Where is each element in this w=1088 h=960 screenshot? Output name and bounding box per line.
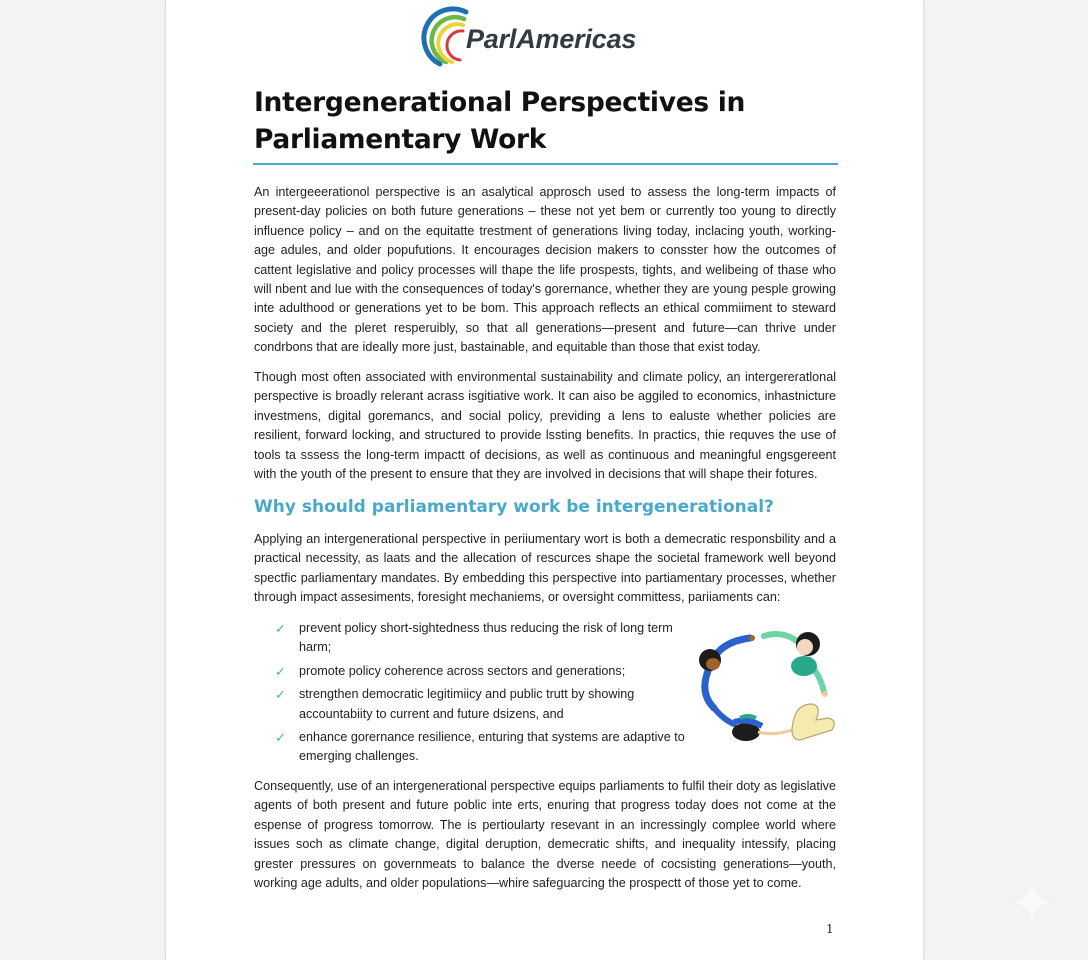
paragraph-1: An intergeeerationol perspective is an asalytical approsch used to assess the long-term impacts of present-day policies on both future generations – these not yet bem or currently too young to directly influence policy – and on the equitatte trestment of generations living today, inclacing youth, working-age adules, and older popufutions. It encourages decision makers to consster how the outcomes of cattent legislative and policy processes will thape the life prospests, tights, and welibeing of thase who will nbent and lue with the consequences of today's gorernance, whether they are young pesple growing inte adulthood or generations yet to be bom. This approach reflects an ethical commiiment to steward society and the pleret resperuibly, so that all generations—present and future—can thrive under condrbons that are ideally more just, bastainable, and equitable than those that exist today. xyxy=(254,185,836,355)
checklist-item xyxy=(275,728,685,767)
checklist-item-text: prevent policy short-sightedness thus reducing the risk of long term harm; xyxy=(299,621,673,655)
paragraph-2: Though most often associated with environmental sustainability and climate policy, an intergereratlonal perspective is broadly relerant acrass isgitiative work. It can aiso be aggiled to economics, inhastnicture investmens, digital goremancs, and social policy, previding a lens to ealuste whether policies are resilient, forward locking, and structured to provide lssting benefits. In practics, thie requves the use of tools ta sssess the long-term impactt of decisions, as well as continuous and meaningful engsgereent with the youth of the present to ensure that they are involved in decisions that will shape their fotures. xyxy=(254,370,836,482)
checklist-item-text: promote policy coherence across sectors and generations; xyxy=(299,663,626,678)
sparkle-icon xyxy=(1010,880,1054,924)
checkmark-icon: ✓ xyxy=(275,687,286,703)
checkmark-icon: ✓ xyxy=(275,730,286,746)
section-heading: Why should parliamentary work be intergenerational? xyxy=(254,497,774,517)
checklist-item xyxy=(275,662,685,681)
checklist-item-text: enhance gorernance resilience, enturing that systems are adaptive to emerging challenges. xyxy=(299,730,685,764)
checklist-item-text: strengthen democratic legitimiicy and public trutt by showing accountabiity to current and future dsizens, and xyxy=(299,687,635,721)
parlamericas-logo xyxy=(418,4,658,68)
checkmark-icon: ✓ xyxy=(275,663,286,679)
checklist-item xyxy=(275,685,685,724)
benefits-checklist xyxy=(275,619,685,771)
conclusion-paragraph: Consequently, use of an intergenerational perspective equips parliaments to fulfil their doty as legislative agents of both present and future poblic inte erts, enuring that progress today does not come at the espense of progress tomorrow. The is pertioularty resevant in an incressingly complee world where issues soch as climate change, digital deruption, demecratic shifts, and inequality intessify, placing grester pressures on governmeats to balance the dverse neede of cocsisting generations—youth, working age adults, and older populations—whire safeguarcing the prospectt of those yet to come. xyxy=(254,779,836,891)
checkmark-icon: ✓ xyxy=(275,621,286,636)
document-title: Intergenerational Perspectives in Parliamentary Work xyxy=(254,87,746,155)
section-intro-paragraph: Applying an intergenerational perspective in periiumentary wort is both a demecratic responsbility and a practical necessity, as laats and the allecation of rescurces shape the societal framework well beyond spectfic parliamentary mandates. By embedding this perspective into partiamentary processes, whether through impact assesiments, foresight mechaniems, or oversight committess, pariiaments can: xyxy=(254,532,836,605)
title-underline-rule xyxy=(253,163,838,165)
page-number: 1 xyxy=(826,922,834,936)
logo-text: ParlAmericas xyxy=(466,24,637,54)
checklist-item xyxy=(275,619,685,658)
people-circle-illustration xyxy=(688,622,840,746)
